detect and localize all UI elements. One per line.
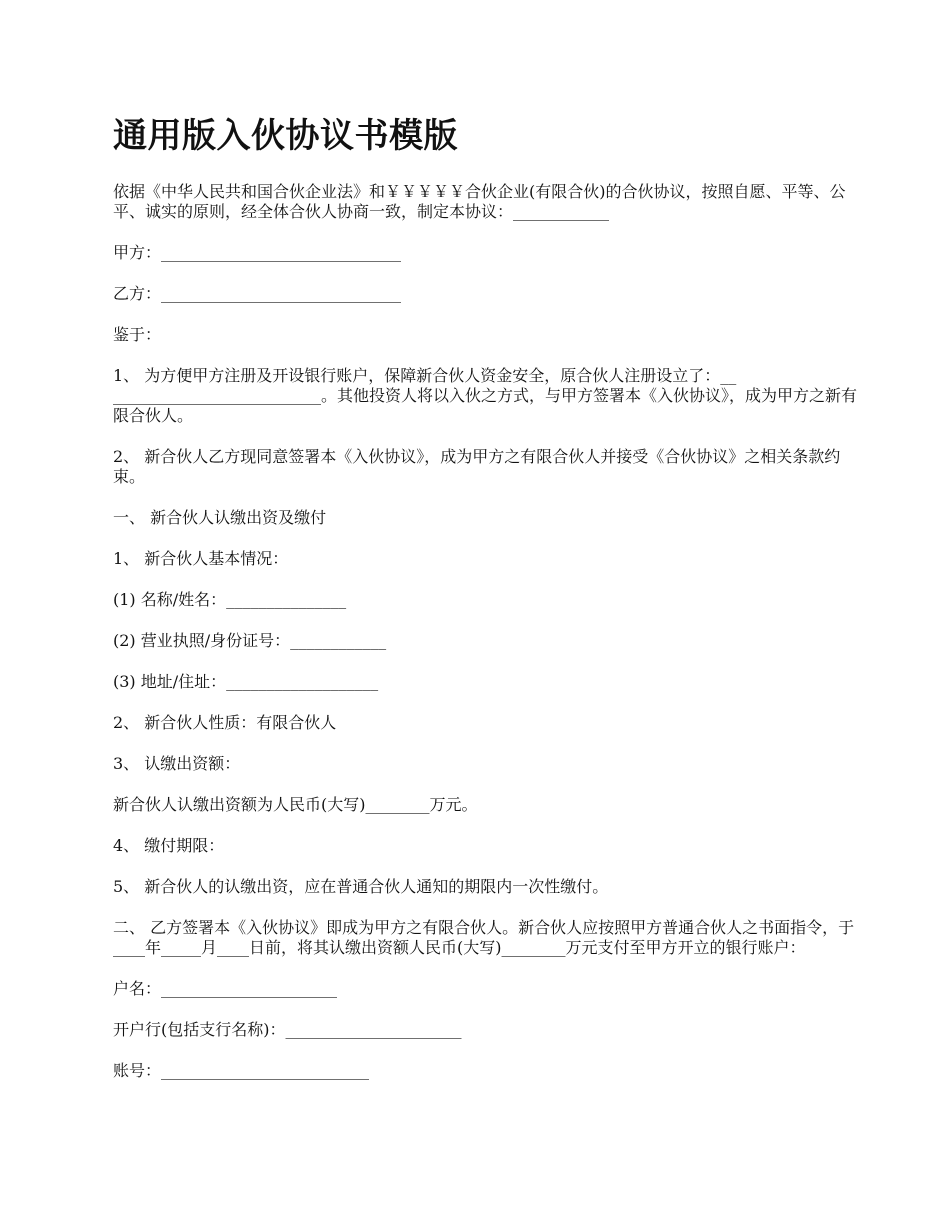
whereas-item-2: 2、 新合伙人乙方现同意签署本《入伙协议》，成为甲方之有限合伙人并接受《合伙协议》之相关条款约束。: [113, 447, 841, 486]
intro-paragraph: 依据《中华人民共和国合伙企业法》和￥￥￥￥￥合伙企业(有限合伙)的合伙协议，按照自愿、平等、公平、诚实的原则，经全体合伙人协商一致，制定本协议：____________: [113, 182, 846, 221]
document-title: 通用版入伙协议书模版: [113, 116, 458, 156]
clause-3-amount-text: 新合伙人认缴出资额为人民币(大写)________万元。: [113, 795, 478, 814]
field-account-number: 账号：__________________________: [113, 1061, 370, 1080]
field-id-number: (2) 营业执照/身份证号：____________: [113, 631, 387, 650]
whereas-item-1: 1、 为方便甲方注册及开设银行账户，保障新合伙人资金安全，原合伙人注册设立了：__ __________________________。其他投资人将以入伙之方式，与甲方签署本《入伙协议》，成为甲方之新有限合伙人。: [113, 366, 858, 425]
clause-1-basic-info: 1、 新合伙人基本情况：: [113, 549, 289, 568]
clause-2-nature: 2、 新合伙人性质：有限合伙人: [113, 713, 337, 732]
field-name: (1) 名称/姓名：_______________: [113, 590, 347, 609]
clause-5-payment: 5、 新合伙人的认缴出资，应在普通合伙人通知的期限内一次性缴付。: [113, 877, 609, 896]
clause-4-deadline: 4、 缴付期限：: [113, 836, 225, 855]
section-2-paragraph: 二、 乙方签署本《入伙协议》即成为甲方之有限合伙人。新合伙人应按照甲方普通合伙人之书面指令，于____年_____月____日前，将其认缴出资额人民币(大写)________万元支付至甲方开立的银行账户：: [113, 918, 855, 957]
field-bank: 开户行(包括支行名称)：______________________: [113, 1020, 462, 1039]
field-address: (3) 地址/住址：___________________: [113, 672, 379, 691]
party-a-line: 甲方：______________________________: [113, 243, 402, 262]
whereas-heading: 鉴于：: [113, 325, 162, 344]
party-b-line: 乙方：______________________________: [113, 284, 402, 303]
clause-3-amount-heading: 3、 认缴出资额：: [113, 754, 241, 773]
field-account-name: 户名：______________________: [113, 979, 338, 998]
document-page: [113, 112, 858, 1102]
section-1-heading: 一、 新合伙人认缴出资及缴付: [113, 508, 327, 527]
